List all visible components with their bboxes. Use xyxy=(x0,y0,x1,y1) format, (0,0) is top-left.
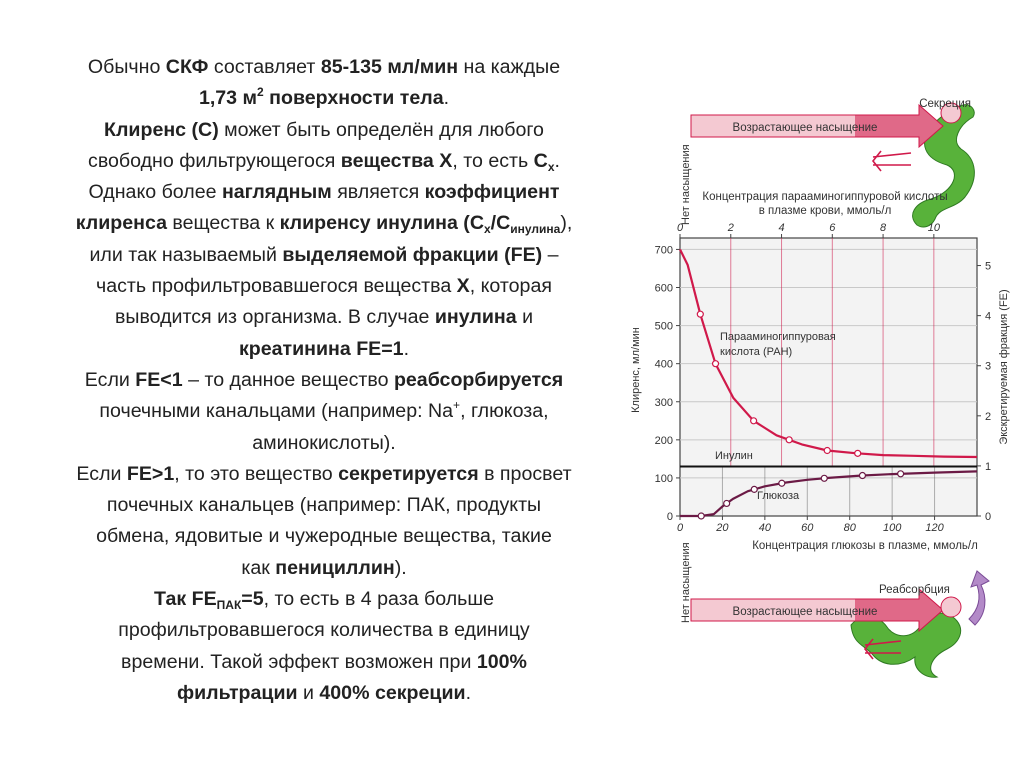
right-tick-label: 4 xyxy=(985,310,992,323)
text-line-21: фильтрации и 400% секреции. xyxy=(176,681,472,704)
text-line-18: Так $FE_{ПАК}=5$, то есть в 4 раза больше xyxy=(154,588,494,613)
text-line-14: Если FE>1, то это вещество секретируется в просвет xyxy=(76,462,572,485)
text-line-12: почечными канальцами (например: Na+, глюкоза, xyxy=(99,398,549,423)
text-line-4: свободно фильтрующегося вещества Х, то есть $С_х$. xyxy=(88,149,560,174)
top-tick-label: 4 xyxy=(778,222,785,234)
series-point-2 xyxy=(898,471,904,477)
series-point-0 xyxy=(697,311,703,317)
left-tick-label: 400 xyxy=(654,358,673,371)
left-tick-label: 700 xyxy=(654,244,673,257)
left-tick-label: 100 xyxy=(654,472,673,485)
text-line-6: клиренса вещества к клиренсу инулина $(С_х/С_{инулина})$, xyxy=(75,212,573,237)
plot-area xyxy=(680,238,977,516)
bottom-tick-label: 20 xyxy=(716,522,729,534)
text-line-8: часть профильтровавшегося вещества Х, которая xyxy=(96,275,552,298)
series-point-0 xyxy=(751,418,757,424)
left-axis-title: Клиренс, мл/мин xyxy=(630,327,642,413)
clearance-chart xyxy=(625,85,1020,685)
right-tick-label: 1 xyxy=(985,460,992,473)
top-tick-label: 8 xyxy=(880,222,887,234)
series-point-0 xyxy=(713,361,719,367)
top-tick-label: 10 xyxy=(927,222,940,234)
right-axis-title: Экскретируемая фракция (FE) xyxy=(998,289,1010,445)
series-point-2 xyxy=(724,500,730,506)
top-tick-label: 0 xyxy=(676,222,684,234)
right-tick-label: 3 xyxy=(985,360,992,373)
left-tick-label: 600 xyxy=(654,282,673,295)
bottom-tick-label: 100 xyxy=(882,522,902,534)
series-point-2 xyxy=(859,473,865,479)
right-tick-label: 5 xyxy=(985,260,992,273)
reabsorption-illustration xyxy=(680,542,989,677)
top-no-saturation-label: Нет насыщения xyxy=(680,144,692,225)
left-tick-label: 300 xyxy=(654,396,673,409)
bottom-arrow-label: Возрастающее насыщение xyxy=(732,606,878,618)
text-line-19: профильтровавшегося количества в единицу xyxy=(118,619,530,642)
bottom-tick-label: 40 xyxy=(758,522,771,534)
bottom-tick-label: 0 xyxy=(676,522,684,534)
left-tick-label: 0 xyxy=(666,511,673,523)
explanation-text xyxy=(28,52,620,709)
bottom-process-label: Реабсорбция xyxy=(879,584,950,596)
text-line-9: выводится из организма. В случае инулина и xyxy=(114,306,534,329)
pah-series-label-1: Парааминогиппуровая xyxy=(720,331,836,343)
pah-series-label-2: кислота (РАН) xyxy=(720,346,793,358)
bottom-tick-label: 80 xyxy=(843,522,856,534)
right-tick-label: 2 xyxy=(985,410,992,423)
text-line-15: почечных канальцев (например: ПАК, продукты xyxy=(106,494,542,517)
text-line-17: как пенициллин). xyxy=(241,556,407,579)
top-arrow-label: Возрастающее насыщение xyxy=(732,122,878,134)
left-tick-label: 200 xyxy=(654,434,673,447)
bottom-cell-icon xyxy=(941,597,961,617)
reabsorption-arrow xyxy=(969,571,989,625)
glucose-series-label: Глюкоза xyxy=(757,490,800,502)
bottom-axis-title: Концентрация глюкозы в плазме, ммоль/л xyxy=(752,540,978,552)
text-line-20: времени. Такой эффект возможен при 100% xyxy=(121,650,527,673)
text-line-1: Обычно СКФ составляет 85-135 мл/мин на каждые xyxy=(87,56,561,78)
top-process-label: Секреция xyxy=(919,98,971,110)
series-point-0 xyxy=(786,437,792,443)
text-line-3: Клиренс (С) может быть определён для любого xyxy=(104,118,544,141)
top-tick-label: 6 xyxy=(829,222,836,234)
series-point-2 xyxy=(779,480,785,486)
text-line-13: аминокислоты). xyxy=(252,431,396,454)
text-line-10: креатинина FE=1. xyxy=(238,337,410,360)
text-line-7: или так называемый выделяемой фракции (FE) – xyxy=(89,243,559,266)
series-point-0 xyxy=(855,450,861,456)
text-line-11: Если FE<1 – то данное вещество реабсорбируется xyxy=(84,368,564,391)
series-point-0 xyxy=(824,447,830,453)
clearance-figure xyxy=(625,85,1020,685)
text-line-16: обмена, ядовитые и чужеродные вещества, такие xyxy=(96,525,552,548)
top-tick-label: 2 xyxy=(727,222,734,234)
bottom-tick-label: 120 xyxy=(925,522,944,534)
top-axis-title-2: в плазме крови, ммоль/л xyxy=(758,205,892,217)
text-line-2: 1,73 $м^2$ поверхности тела. xyxy=(198,85,450,110)
bottom-tick-label: 60 xyxy=(801,522,814,534)
bottom-no-saturation-label: Нет насыщения xyxy=(680,542,692,623)
series-point-2 xyxy=(698,513,704,519)
inulin-series-label: Инулин xyxy=(715,450,753,462)
text-line-5: Однако более наглядным является коэффициент xyxy=(88,181,560,204)
top-vessel-icon xyxy=(873,151,911,171)
right-tick-label: 0 xyxy=(985,511,992,523)
top-axis-title-1: Концентрация парааминогиппуровой кислоты xyxy=(702,191,948,203)
series-point-2 xyxy=(821,475,827,481)
left-tick-label: 500 xyxy=(654,320,673,333)
